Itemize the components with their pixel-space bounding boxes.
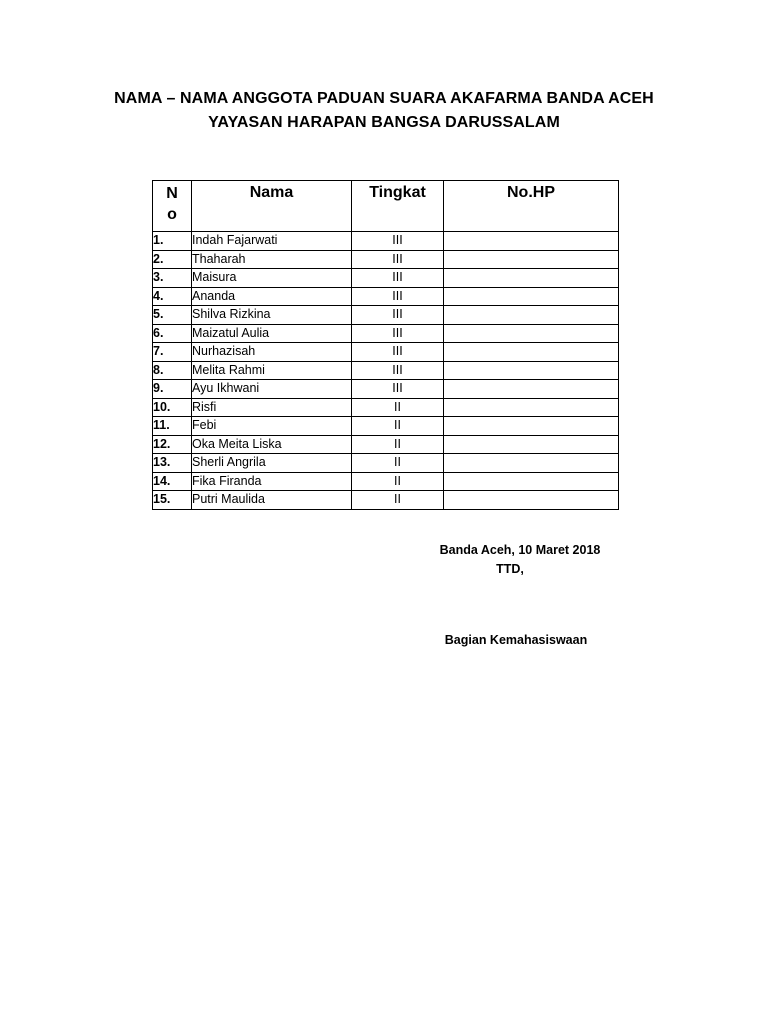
member-phone — [444, 472, 619, 491]
table-row — [153, 472, 619, 491]
table-row — [153, 398, 619, 417]
member-name: Melita Rahmi — [192, 361, 352, 380]
row-number: 6. — [153, 324, 192, 343]
member-phone — [444, 306, 619, 325]
header-no-line-1: N — [166, 185, 178, 202]
signature-office: Bagian Kemahasiswaan — [444, 633, 588, 647]
member-phone — [444, 380, 619, 399]
row-number: 10. — [153, 398, 192, 417]
header-phone: No.HP — [444, 181, 619, 232]
table-header-row — [153, 181, 619, 232]
member-level: III — [352, 324, 444, 343]
member-name: Risfi — [192, 398, 352, 417]
member-level: III — [352, 343, 444, 362]
signature-place-date: Banda Aceh, 10 Maret 2018 — [439, 543, 601, 557]
member-level: II — [352, 398, 444, 417]
row-number: 1. — [153, 232, 192, 251]
table-row — [153, 232, 619, 251]
table-row — [153, 324, 619, 343]
table-row — [153, 435, 619, 454]
member-phone — [444, 454, 619, 473]
row-number: 12. — [153, 435, 192, 454]
member-name: Sherli Angrila — [192, 454, 352, 473]
member-name: Ayu Ikhwani — [192, 380, 352, 399]
member-level: III — [352, 380, 444, 399]
row-number: 8. — [153, 361, 192, 380]
member-name: Maisura — [192, 269, 352, 288]
row-number: 11. — [153, 417, 192, 436]
member-name: Thaharah — [192, 250, 352, 269]
header-no-line-2: o — [167, 206, 177, 223]
table-row — [153, 454, 619, 473]
header-name: Nama — [192, 181, 352, 232]
member-name: Fika Firanda — [192, 472, 352, 491]
member-level: II — [352, 454, 444, 473]
member-rows — [153, 232, 619, 510]
table-row — [153, 380, 619, 399]
table-row — [153, 250, 619, 269]
member-phone — [444, 343, 619, 362]
table-row — [153, 306, 619, 325]
row-number: 3. — [153, 269, 192, 288]
member-level: III — [352, 306, 444, 325]
member-phone — [444, 232, 619, 251]
member-phone — [444, 324, 619, 343]
member-phone — [444, 491, 619, 510]
table-row — [153, 491, 619, 510]
member-name: Indah Fajarwati — [192, 232, 352, 251]
member-name: Febi — [192, 417, 352, 436]
row-number: 2. — [153, 250, 192, 269]
member-name: Ananda — [192, 287, 352, 306]
member-phone — [444, 287, 619, 306]
table-row — [153, 343, 619, 362]
member-level: II — [352, 491, 444, 510]
member-name: Maizatul Aulia — [192, 324, 352, 343]
document-subtitle: YAYASAN HARAPAN BANGSA DARUSSALAM — [208, 114, 560, 131]
member-phone — [444, 361, 619, 380]
member-name: Nurhazisah — [192, 343, 352, 362]
header-no — [153, 181, 192, 232]
row-number: 5. — [153, 306, 192, 325]
row-number: 9. — [153, 380, 192, 399]
member-name: Shilva Rizkina — [192, 306, 352, 325]
member-name: Oka Meita Liska — [192, 435, 352, 454]
member-level: II — [352, 472, 444, 491]
member-level: III — [352, 232, 444, 251]
member-level: III — [352, 250, 444, 269]
header-level: Tingkat — [352, 181, 444, 232]
member-phone — [444, 250, 619, 269]
member-phone — [444, 398, 619, 417]
member-phone — [444, 417, 619, 436]
table-row — [153, 417, 619, 436]
member-phone — [444, 269, 619, 288]
member-level: II — [352, 417, 444, 436]
member-level: III — [352, 361, 444, 380]
member-level: II — [352, 435, 444, 454]
member-level: III — [352, 269, 444, 288]
row-number: 7. — [153, 343, 192, 362]
member-name: Putri Maulida — [192, 491, 352, 510]
row-number: 15. — [153, 491, 192, 510]
row-number: 4. — [153, 287, 192, 306]
document-title: NAMA – NAMA ANGGOTA PADUAN SUARA AKAFARMA BANDA ACEH — [114, 90, 654, 107]
signature-ttd: TTD, — [496, 562, 524, 576]
member-level: III — [352, 287, 444, 306]
member-table — [152, 180, 619, 510]
row-number: 14. — [153, 472, 192, 491]
row-number: 13. — [153, 454, 192, 473]
table-row — [153, 361, 619, 380]
table-row — [153, 287, 619, 306]
table-row — [153, 269, 619, 288]
member-phone — [444, 435, 619, 454]
